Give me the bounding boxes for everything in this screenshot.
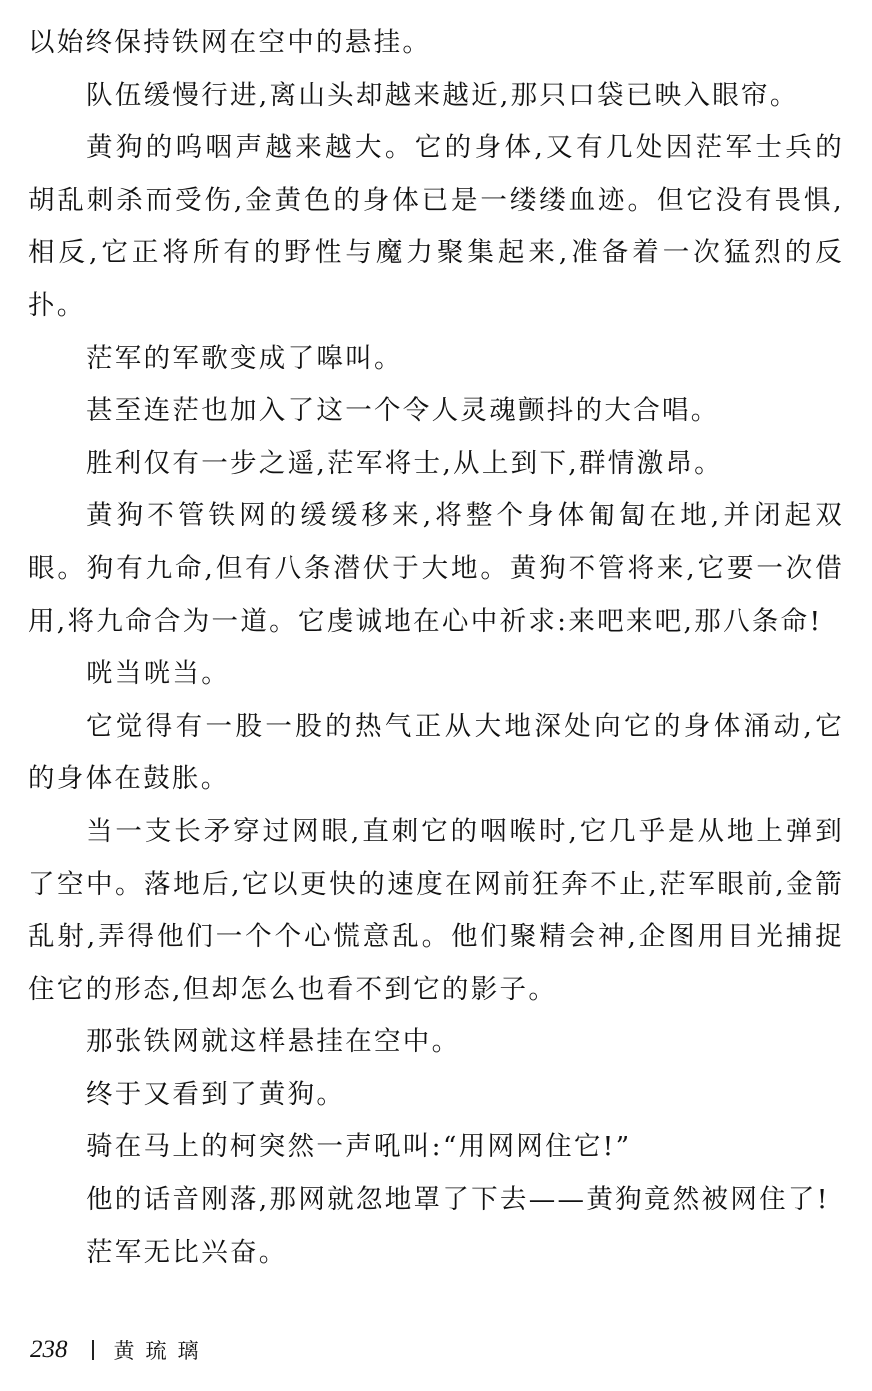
- page-body: [28, 17, 844, 1279]
- paragraph: 他的话音刚落,那网就忽地罩了下去——黄狗竟然被网住了!: [86, 1184, 830, 1216]
- paragraph: 茫军的军歌变成了嗥叫。: [86, 342, 403, 374]
- paragraph: 当一支长矛穿过网眼,直刺它的咽喉时,它几乎是从地上弹到了空中。落地后,它以更快的速度在网前狂奔不止,茫军眼前,金箭乱射,弄得他们一个个心慌意乱。他们聚精会神,企图用目光捕捉住它的形态,但却怎么也看不到它的影子。: [28, 815, 844, 1005]
- paragraph: 队伍缓慢行进,离山头却越来越近,那只口袋已映入眼帘。: [86, 79, 799, 111]
- paragraph: 甚至连茫也加入了这一个令人灵魂颤抖的大合唱。: [86, 395, 720, 427]
- paragraph: 茫军无比兴奋。: [86, 1236, 288, 1268]
- paragraph: 终于又看到了黄狗。: [86, 1078, 346, 1110]
- paragraph: 它觉得有一股一股的热气正从大地深处向它的身体涌动,它的身体在鼓胀。: [28, 710, 844, 795]
- paragraph: 骑在马上的柯突然一声吼叫:“用网网住它!”: [86, 1131, 632, 1163]
- footer-divider: [92, 1340, 94, 1360]
- paragraph: 黄狗的呜咽声越来越大。它的身体,又有几处因茫军士兵的胡乱刺杀而受伤,金黄色的身体已是一缕缕血迹。但它没有畏惧,相反,它正将所有的野性与魔力聚集起来,准备着一次猛烈的反扑。: [28, 132, 844, 321]
- paragraph: 那张铁网就这样悬挂在空中。: [86, 1026, 461, 1058]
- paragraph: 咣当咣当。: [86, 658, 230, 690]
- page-footer: [30, 1330, 210, 1370]
- running-head-book-title: 黄琉璃: [113, 1339, 210, 1363]
- paragraph: 胜利仅有一步之遥,茫军将士,从上到下,群情激昂。: [86, 447, 723, 479]
- paragraph: 黄狗不管铁网的缓缓移来,将整个身体匍匐在地,并闭起双眼。狗有九命,但有八条潜伏于大地。黄狗不管将来,它要一次借用,将九命合为一道。它虔诚地在心中祈求:来吧来吧,那八条命!: [28, 500, 844, 637]
- page-number: 238: [30, 1336, 68, 1363]
- paragraph: 以始终保持铁网在空中的悬挂。: [28, 27, 432, 58]
